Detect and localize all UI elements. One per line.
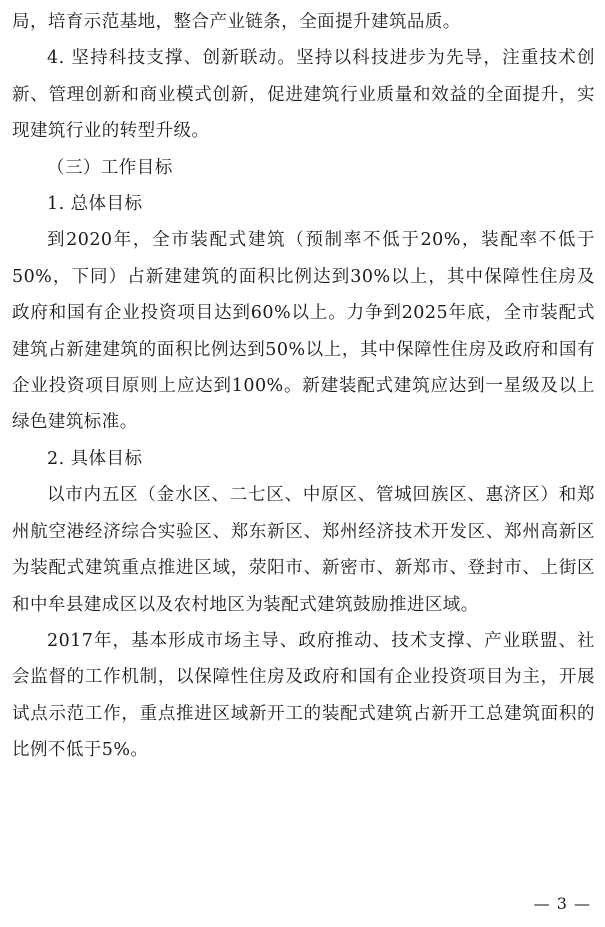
subheading-specific-goals: 2. 具体目标 [47, 448, 143, 469]
paragraph-key-regions: 以市内五区（金水区、二七区、中原区、管城回族区、惠济区）和郑州航空港经济综合实验区、郑东新区、郑州经济技术开发区、郑州高新区为装配式建筑重点推进区域，荥阳市、新密市、新郑市、登封市、上街区和中牟县建成区以及农村地区为装配式建筑鼓励推进区域。 [12, 485, 595, 615]
paragraph-continuation: 局，培育示范基地，整合产业链条，全面提升建筑品质。 [12, 12, 461, 32]
section-heading-work-goals: （三）工作目标 [47, 157, 173, 178]
paragraph-principle-4: 4. 坚持科技支撑、创新联动。坚持以科技进步为先导，注重技术创新、管理创新和商业模式创新，促进建筑行业质量和效益的全面提升，实现建筑行业的转型升级。 [12, 48, 595, 142]
page-number: — 3 — [533, 894, 591, 913]
paragraph-overall-goals: 到2020年，全市装配式建筑（预制率不低于20%，装配率不低于50%，下同）占新建建筑的面积比例达到30%以上，其中保障性住房及政府和国有企业投资项目达到60%以上。力争到2025年底，全市装配式建筑占新建建筑的面积比例达到50%以上，其中保障性住房及政府和国有企业投资项目原则上应达到100%。新建装配式建筑应达到一星级及以上绿色建筑标准。 [12, 230, 595, 433]
subheading-overall-goals: 1. 总体目标 [47, 194, 143, 215]
paragraph-2017-goals: 2017年，基本形成市场主导、政府推动、技术支撑、产业联盟、社会监督的工作机制，以保障性住房及政府和国有企业投资项目为主，开展试点示范工作，重点推进区域新开工的装配式建筑占新开工总建筑面积的比例不低于5%。 [12, 630, 595, 761]
